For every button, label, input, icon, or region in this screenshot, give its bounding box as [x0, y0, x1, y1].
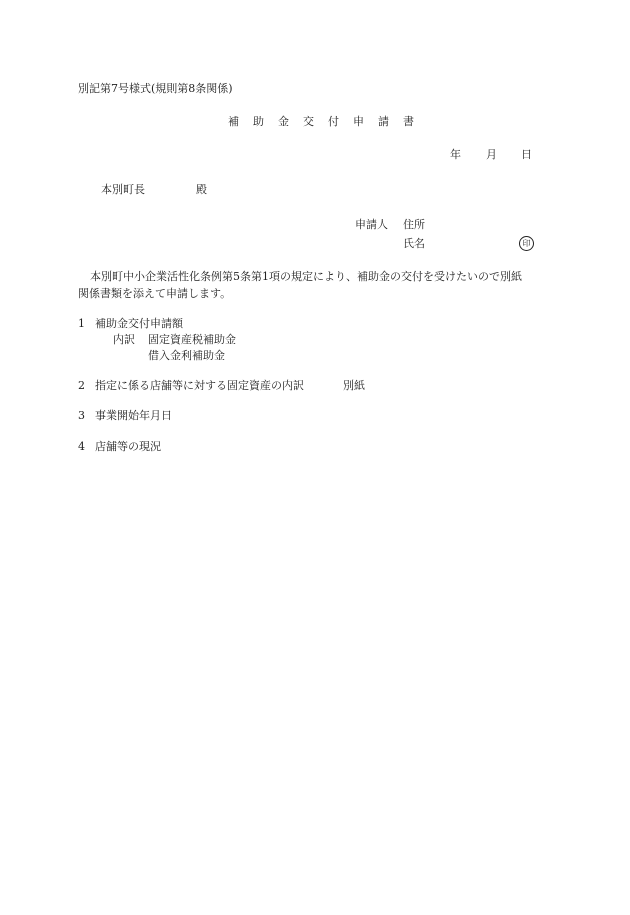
title-char: 交	[303, 115, 314, 128]
applicant-address-label: 住所	[403, 218, 425, 231]
item-3-number: 3	[78, 409, 85, 422]
item-2-number: 2	[78, 379, 85, 392]
item-4-text: 店舗等の現況	[95, 440, 161, 453]
title-char: 金	[278, 115, 289, 128]
seal-mark: 印	[519, 236, 534, 251]
item-1-number: 1	[78, 317, 85, 330]
applicant-name-label: 氏名	[403, 237, 425, 250]
body-text-line-2: 関係書類を添えて申請します。	[78, 287, 232, 300]
title-char: 書	[403, 115, 414, 128]
item-2-note: 別紙	[343, 379, 365, 392]
form-label: 別記第7号様式(規則第8条関係)	[78, 82, 233, 95]
body-text-line-1: 本別町中小企業活性化条例第5条第1項の規定により、補助金の交付を受けたいので別紙	[90, 270, 522, 283]
date-year-label: 年	[450, 148, 461, 161]
title-char: 付	[328, 115, 339, 128]
title-char: 請	[378, 115, 389, 128]
item-1-sub-1: 固定資産税補助金	[148, 333, 236, 346]
item-2-text: 指定に係る店舗等に対する固定資産の内訳	[95, 379, 304, 392]
item-4-number: 4	[78, 440, 85, 453]
title-char: 助	[253, 115, 264, 128]
applicant-label: 申請人	[355, 218, 388, 231]
item-1-breakdown-label: 内訳	[113, 333, 135, 346]
addressee-honorific: 殿	[196, 183, 207, 196]
addressee-name: 本別町長	[101, 183, 145, 196]
document-title	[228, 116, 414, 127]
date-day-label: 日	[521, 148, 532, 161]
title-char: 補	[228, 115, 239, 128]
title-char: 申	[353, 115, 364, 128]
item-1-sub-2: 借入金利補助金	[148, 349, 225, 362]
date-month-label: 月	[486, 148, 497, 161]
item-1-text: 補助金交付申請額	[95, 317, 183, 330]
item-3-text: 事業開始年月日	[95, 409, 172, 422]
